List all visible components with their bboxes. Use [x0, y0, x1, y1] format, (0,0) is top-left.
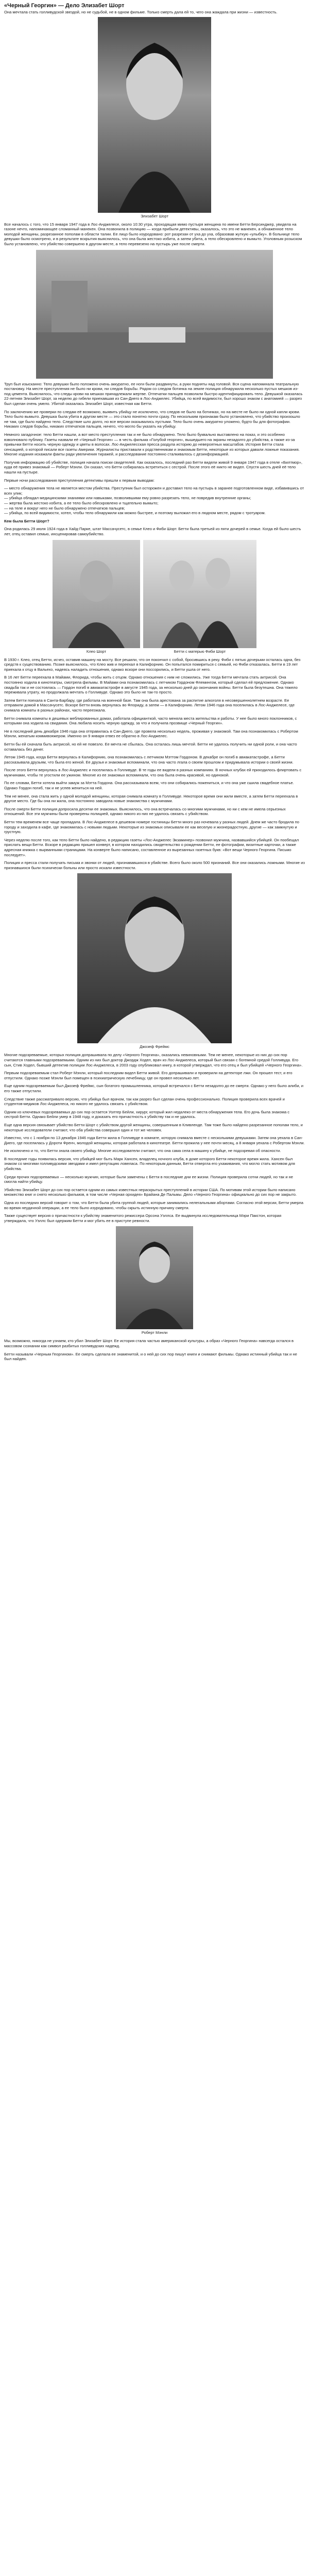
paragraph: Убийство Элизабет Шорт до сих пор остается одним из самых известных нераскрытых преступлений в истории США. По мотивам этой истории было написано множество книг и снято несколько фильмов, в том числе «Черная орхидея» Брайана Де Пальмы. Дело «Черного Георгина» официально до сих пор не закрыто.: [4, 1187, 297, 1197]
portrait-silhouette: [98, 17, 211, 213]
crime-scene-photo: [36, 250, 273, 379]
paragraph: Первые ночи расследования преступления детективы пришли к первым выводам:: [4, 478, 154, 483]
figure-caption: Клео Шорт: [86, 649, 107, 654]
paragraph: Бетти снимала комнаты в дешевых меблированных домах, работала официанткой, часто меняла места жительства и работы. У нее было много поклонников, с которыми она ходила на свидания. Она любила носить черную одежду, за что и получила прозвище «Черный Георгин».: [4, 716, 297, 726]
paragraph: Одним из ключевых подозреваемых до сих пор остается Уолтер Бейли, хирург, который жил недалеко от места обнаружения тела. Его дочь была знакома с сестрой Бетти. Однако Бейли умер в 1948 году, и доказать его причастность к убийству так и не удалось.: [4, 1109, 290, 1120]
paragraph: Одна из последних версий говорит о том, что Бетти была убита группой людей, которые занимались нелегальными абортами. Согласно этой версии, Бетти умерла во время неудачной операции, а ее тело было изуродовано, чтобы скрыть истинную причину смерти.: [4, 1200, 303, 1210]
paragraph: Бетти называли «Черным Георгином». Ее смерть сделала ее знаменитой, и о ней до сих пор пишут книги и снимают фильмы. Однако истинный убийца так и не был найден.: [4, 1351, 297, 1362]
paragraph: В 1930 г. Клео, отец Бетти, исчез, оставив машину на мосту. Все решили, что он покончил с собой, бросившись в реку. Фиби с пятью дочерьми осталась одна, без средств к существованию. Позже выяснилось, что Клео жив и переехал в Калифорнию. Он попытался помириться с семьей, но Фиби отказалась. Бетти в 19 лет приехала к отцу в Вальехо, надеясь наладить отношения, однако вскоре они поссорились, и Бетти ушла от него.: [4, 657, 301, 672]
manley-photo: [116, 1226, 193, 1329]
cleo-photo: [53, 540, 140, 648]
paragraph: Не исключено и то, что Бетти знала своего убийцу. Многие исследователи считают, что она сама села в машину к убийце, не подозревая об опасности.: [4, 1148, 281, 1154]
figure-elizabeth-short: [4, 17, 305, 219]
paragraph: Также существует версия о причастности к убийству знаменитого режиссера Орсона Уэллса. Ее выдвинула исследовательница Мэри Пакстон, которая утверждала, что Уэллс был одержим Бетти и мог убить ее в приступе ревности.: [4, 1213, 282, 1223]
paragraph: Получив информацию об убийстве, полиция начала поиски свидетелей. Как оказалось, последний раз Бетти видели живой 9 января 1947 года в отеле «Билтмор», куда её привез знакомый — Роберт Мэнли. Он сказал, что Бетти собиралась встретиться с сестрой. После этого её никто не видел. Спустя шесть дней её тело нашли на пустыре.: [4, 460, 302, 475]
paragraph: Еще одним подозреваемым был Джозеф Фреймс, сын богатого промышленника, который встречался с Бетти незадолго до ее смерти. Однако у него было алиби, и его также отпустили.: [4, 1083, 304, 1093]
figure-caption: Бетти с матерью Фиби Шорт: [174, 649, 226, 654]
figure-pair-family: [4, 540, 305, 654]
paragraph: В 16 лет Бетти переехала в Майами, Флорида, чтобы жить с отцом. Однако отношения с ним не сложились. Уже тогда Бетти мечтала стать актрисой. Она постоянно ходила в кинотеатры, смотрела фильмы. В Майами она познакомилась с летчиком Гордоном Флемингом, который сделал ей предложение. Однако свадьба так и не состоялась — Гордон погиб в авиакатастрофе в августе 1945 года, за несколько дней до окончания войны. Бетти была безутешна. Она тяжело переживала утрату, но продолжала мечтать о Голливуде. Однако это было не так-то просто.: [4, 675, 298, 695]
article-title: «Черный Георгин» — Дело Элизабет Шорт: [4, 3, 125, 9]
paragraph: После смерти Бетти полиция допросила десятки ее знакомых. Выяснилось, что она встречалась со многими мужчинами, но ни с кем не имела серьезных отношений. Все эти мужчины были проверены полицией, однако никого из них не удалось связать с убийством.: [4, 806, 286, 817]
paragraph: Первым подозреваемым стал Роберт Мэнли, который последним видел Бетти живой. Его допрашивали и проверили на детекторе лжи. Он прошел тест, и его отпустили. Однако позже Мэнли был помещен в психиатрическую лечебницу, где он провел несколько лет.: [4, 1071, 293, 1080]
paragraph: Известно, что с 1 ноября по 13 декабря 1946 года Бетти жила в Голливуде в комнате, которую снимала вместе с несколькими девушками. Затем она уехала в Сан-Диего, где поселилась у Дороти Френч, молодой женщины, которая работала в кинотеатре. Бетти прожила у нее почти месяц, а 8 января уехала с Робертом Мэнли.: [4, 1136, 305, 1145]
paragraph: По заключению же проверки по следам её возможно, выявить убийцу не исключено, что следов не было на ботинках, но на месте не было ни одной капли крови. Тело было вымыто. Девушка была убита в другом месте — это стало понятно почти сразу. По нескольким признакам было установлено, что убийство произошло не там, где было найдено тело. Следствие шло долго, но все версии оказывались пустыми. Тело было очень аккуратно уложено, будто бы для фотографии. Никаких следов борьбы, никаких отпечатков пальцев, ничего, что могло бы указать на убийцу.: [4, 409, 300, 429]
paragraph: Летом 1945 года, когда Бетти вернулась в Калифорнию, она познакомилась с летчиком Мэттом Гордоном. В декабре он погиб в авиакатастрофе, а Бетти рассказывала друзьям, что была его женой. Ее друзья и знакомые вспоминали, что она часто лгала о своем прошлом и придумывала истории о своей жизни.: [4, 755, 294, 765]
manley-silhouette: [116, 1226, 193, 1329]
paragraph: Среди прочих подозреваемых — несколько мужчин, которые были замечены с Бетти в последние дни ее жизни. Полиция проверила сотни людей, но так и не смогла найти убийцу.: [4, 1174, 293, 1184]
betty-mother-photo: [143, 540, 256, 648]
figure-crime-scene: [4, 250, 305, 379]
paragraph: Бетти бы ей сначала быть актрисой, но ей не повезло. Ее мечта не сбылась. Она осталась лишь мечтой. Бетти не удалось получить ни одной роли, и она часто оставалась без денег.: [4, 741, 297, 752]
paragraph: — место обнаружения тела не является местом убийства. Преступник был осторожен и доставил тело на пустырь в заранее подготовленном виде, избавившись от всех улик; — убийца обладал медицинскими знаниями или навыками, позволившими ему ровно разрезать тело, не повредив внутренние органы; — жертва была жестоко избита, а ее тело было обескровлено и тщательно вымыто; — на теле и вокруг него не было обнаружено отпечатков пальцев; — убийца, по всей видимости, хотел, чтобы тело обнаружили как можно быстрее, и поэтому выложил его в людном месте, рядом с тротуаром.: [4, 486, 304, 516]
paragraph: По ее словам, Бетти хотела выйти замуж за Мэтта Гордона. Она рассказывала всем, что они собирались пожениться, и что она уже сшила свадебное платье. Однако Гордон погиб, так и не успев жениться на ней.: [4, 781, 294, 791]
figure-cleo-short: [53, 540, 140, 654]
paragraph: Немного загадочное: тело Бетти нашли, а вот место преступления так и не было обнаружено. Тело было буквально выставлено на показ, и это особенно взволновало публику. Газеты назвали её «Черный Георгин» — в честь фильма «Голубой георгин», вышедшего на экраны незадолго до убийства, а также из-за привычки Бетти носить черную одежду и цветы в волосах. Лос-Анджелесская пресса раздула историю до невероятных масштабов. История Бетти стала сенсацией, о которой писали все газеты Америки. Журналисты приставали к родственникам и знакомым Бетти, некоторые из которых давали ложные показания. Многие издания искажали факты ради увеличения тиражей, и расследование постоянно сталкивалось с дезинформацией.: [4, 432, 300, 457]
paragraph: Бетти тем временем все чаще пропадала. В Лос-Анджелесе в дешевом номере гостиницы Бетти много раз ночевала у разных людей. Днем же часто бродила по городу и заходила в кафе, где знакомилась с новыми людьми. Некоторые из знакомых описывали ее как веселую и жизнерадостную, другие — как замкнутую и грустную.: [4, 820, 299, 835]
paragraph: Затем Бетти поехала в Санта-Барбару, где работала на военной базе. Там она была арестована за распитие алкоголя в несовершеннолетнем возрасте. Ее отправили домой в Массачусетс. Вскоре Бетти вновь вернулась во Флориду, а затем — в Калифорнию. Летом 1946 года она поселилась в Лос-Анджелесе, где снимала комнаты в разных районах, часто переезжала.: [4, 698, 295, 713]
figure-caption: Элизабет Шорт: [140, 213, 169, 218]
paragraph-heading: Кем была Бетти Шорт?: [4, 518, 49, 523]
paragraph: После этого Бетти вернулась в Лос-Анджелес и поселилась в Голливуде. В те годы ее видели в разных компаниях. В ночных клубах ей приходилось флиртовать с мужчинами, чтобы те угостили ее ужином. Многие из ее знакомых вспоминали, что она была очень красивой, но одинокой.: [4, 768, 302, 777]
paragraph: Тем не менее, она стала жить у одной молодой женщины, которая снимала комнату в Голливуде. Некоторое время они жили вместе, а затем Бетти переехала в другое место. Где бы она ни жила, она постоянно заводила новые знакомства с мужчинами.: [4, 793, 298, 804]
scene-shapes: [36, 250, 273, 379]
cleo-silhouette: [53, 540, 140, 648]
article-lead: Она мечтала стать голливудской звездой, но не судьбой, не в одном фильме. Только смерть дала ей то, чего она жаждала при жизни — известность.: [4, 10, 278, 14]
paragraph: Не в последний день декабря 1946 года она отправилась в Сан-Диего, где провела несколько недель, проживая у знакомой. Там она познакомилась с Робертом Мэнли, женатым коммивояжером. Именно он 9 января отвез ее обратно в Лос-Анджелес.: [4, 728, 298, 739]
figure-joseph-frames: [4, 873, 305, 1049]
portrait-photo: [98, 17, 211, 213]
paragraph: В последние годы появилась версия, что убийцей мог быть Марк Хансен, владелец ночного клуба, в доме которого Бетти некоторое время жила. Хансен был знаком со многими голливудскими звездами и имел репутацию ловеласа. По некоторым данным, Бетти отвергла его ухаживания, что могло стать мотивом для убийства.: [4, 1156, 295, 1172]
paragraph: Через неделю после того, как тело Бетти было найдено, в редакцию газеты «Лос-Анджелес Экзаминер» позвонил мужчина, назвавшийся убийцей. Он пообещал прислать вещи Бетти. Вскоре в редакцию пришел конверт, в котором находились свидетельство о рождении Бетти, ее фотографии, визитные карточки, а также адресная книжка с вырванными страницами. На конверте было написано, составленное из вырезанных газетных букв: «Вот вещи Черного Георгина. Письмо последует».: [4, 837, 299, 857]
frames-photo: [77, 873, 232, 1043]
paragraph: Еще одна версия связывает убийство Бетти Шорт с убийством другой женщины, совершенным в Кливленде. Там тоже было найдено разрезанное пополам тело, и некоторые исследователи считают, что оба убийства совершил один и тот же человек.: [4, 1122, 303, 1132]
paragraph: Все началось с того, что 15 января 1947 года в Лос-Анджелесе, около 10:30 утра, проходящая мимо пустыря женщина по имени Бетти Берсинджер, увидела на газоне нечто, напоминающее сломанный манекен. Она позвонила в полицию — когда прибыли детективы, оказалось, что это не манекен, а обнаженное тело молодой женщины, разрезанное пополам в области талии. Ее лицо было изуродовано: рот разрезан от уха до уха, образовав жуткую «улыбку». В больнице тело девушки было осмотрено, и в результате вскрытия выяснилось, что она была жестоко избита, а затем убита, а тело обескровлено и вымыто. Уголовным розыском было установлено, что убийство совершено в другом месте, а тело перевезено на пустырь уже после смерти.: [4, 222, 302, 246]
paragraph: Полиция и пресса стали получать письма и звонки от людей, признававшихся в убийстве. Всего было около 500 признаний. Все они оказались ложными. Многие из признавшихся были психически больны или просто искали известности.: [4, 860, 305, 870]
paragraph: Она родилась 29 июля 1924 года в Хайд-Парке, штат Массачусетс, в семье Клео и Фиби Шорт. Бетти была третьей из пяти дочерей в семье. Когда ей было шесть лет, отец оставил семью, инсценировав самоубийство.: [4, 527, 301, 536]
paragraph: Следствие также рассматривало версию, что убийца был врачом, так как разрез был сделан очень профессионально. Полиция проверила всех врачей и студентов-медиков Лос-Анджелеса, но никого не удалось связать с убийством.: [4, 1096, 285, 1107]
figure-caption: Роберт Мэнли: [141, 1330, 168, 1335]
figure-caption: Джозеф Фреймс: [140, 1044, 169, 1049]
paragraph: Мы, возможно, никогда не узнаем, кто убил Элизабет Шорт. Ее история стала частью американской культуры, а образ «Черного Георгина» навсегда остался в массовом сознании как символ разбитых голливудских надежд.: [4, 1338, 294, 1348]
figure-betty-mother: [143, 540, 256, 654]
two-figures: [143, 540, 256, 648]
paragraph: Многие подозреваемые, которых полиция допрашивала по делу «Черного Георгина», оказались невиновными. Тем не менее, некоторые из них до сих пор считаются главными подозреваемыми. Одним из них был доктор Джордж Ходел, врач из Лос-Анджелеса, который был связан с богемной средой Голливуда. Его сын, Стив Ходел, бывший детектив полиции Лос-Анджелеса, в 2003 году опубликовал книгу, в которой утверждал, что его отец и был убийцей «Черного Георгина».: [4, 1053, 303, 1067]
paragraph: Труп был изысканно: Тело девушки было положено очень аккуратно, ее ноги были раздвинуты, а руки подняты над головой. Вся сцена напоминала театральную постановку. На месте преступления не было ни крови, ни следов борьбы. Рядом со следом ботинка на земле полиция обнаружила несколько пустых мешков из-под цемента. Выяснилось, что следы крови на мешках принадлежали жертве. Отпечатки пальцев позволили быстро идентифицировать тело. Девушкой оказалась 22-летняя Элизабет Шорт, за неделю до гибели приехавшая из Сан-Диего в Лос-Анджелес. Убийца, по всей видимости, был хорошо знаком с анатомией — разрез был сделан очень умело. Убитой оказалась Элизабет Шорт, известная как Бетти.: [4, 381, 303, 406]
frames-silhouette: [77, 873, 232, 1043]
figure-robert-manley: [4, 1226, 305, 1335]
